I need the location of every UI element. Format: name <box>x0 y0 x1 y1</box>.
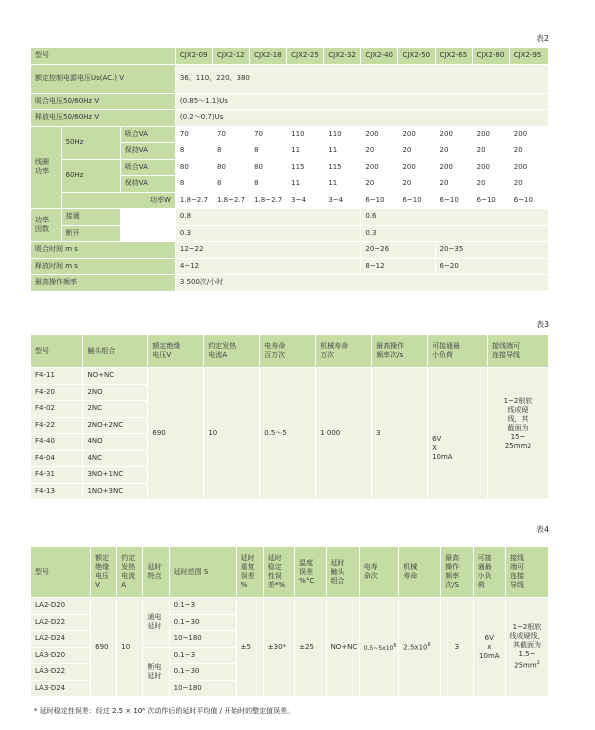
header-line: 延时范围 S <box>173 567 209 576</box>
model-cell: CJX2-25 <box>287 48 324 64</box>
release-time-b: 8~12 <box>361 258 435 275</box>
header-line: 电压V <box>152 351 172 359</box>
header-line: 操作 <box>445 563 460 571</box>
table2 <box>31 48 549 292</box>
feature-line: 延时 <box>147 622 162 631</box>
model-cell: CJX2-18 <box>250 48 287 64</box>
contact-cell: 2NO <box>83 384 148 401</box>
min-load-line: X <box>432 444 437 452</box>
model-cell: F4-13 <box>31 483 83 500</box>
t3-freq: 3 <box>372 368 428 500</box>
value-cell: 11 <box>324 143 361 160</box>
value-cell: 200 <box>398 126 435 143</box>
t4-header-wire <box>506 547 549 598</box>
value-cell: 200 <box>509 159 548 176</box>
wire-exp: 2 <box>536 660 540 667</box>
header-line: 约定发热 <box>208 342 237 350</box>
hold-va-label: 保持VA <box>120 143 175 160</box>
header-line: 重复 <box>240 563 255 571</box>
header-line: 电寿命 <box>264 342 286 350</box>
value-cell: 200 <box>472 126 509 143</box>
max-freq-value: 3 500次/小时 <box>175 275 548 292</box>
pull-va-label: 吸合VA <box>120 126 175 143</box>
value-cell: 20 <box>398 176 435 193</box>
t4-mech-life <box>399 598 441 697</box>
release-time-a: 4~12 <box>175 258 360 275</box>
model-cell: F4-04 <box>31 450 83 467</box>
header-line: 导线 <box>510 581 525 589</box>
header-line: 连接导线 <box>492 351 520 359</box>
wire-line: 1.5~ <box>518 650 536 659</box>
rated-voltage-row <box>31 64 549 93</box>
header-line: 稳定 <box>267 563 282 571</box>
value-cell: 3~4 <box>324 192 361 209</box>
rated-voltage-value: 36、110、220、380 <box>175 64 548 93</box>
pickup-voltage-label: 吸合电压50/60Hz V <box>31 93 175 110</box>
contact-cell: 2NC <box>83 401 148 418</box>
header-line: 特点 <box>147 572 162 580</box>
table3-caption: 表3 <box>536 320 550 329</box>
t4-temp-err: ±25 <box>295 598 326 697</box>
t3-mech-life: 1 000 <box>316 368 372 500</box>
header-line: 电流A <box>208 351 228 359</box>
header-line: 组合 <box>330 576 345 585</box>
table-row <box>31 368 549 385</box>
value-cell: 1.8~2.7 <box>212 192 249 209</box>
wire-line: 1~2根软 <box>503 396 533 405</box>
value-cell: 6~10 <box>509 192 548 209</box>
wire-line: 截面为 <box>507 423 529 432</box>
t4-header-model <box>31 547 91 598</box>
table4-caption: 表4 <box>536 525 550 534</box>
elec-life-exp: 6 <box>393 642 397 649</box>
header-line: 命次 <box>363 572 378 580</box>
wire-line: 线或硬线， <box>509 632 545 641</box>
header-line: A <box>121 581 127 589</box>
t4-contact: NO+NC <box>326 598 359 697</box>
pickup-time-b: 20~26 <box>361 242 435 259</box>
release-time-c: 6~20 <box>435 258 548 275</box>
model-cell: F4-11 <box>31 368 83 385</box>
t4-header-mech-life <box>399 547 441 598</box>
t3-wire <box>488 368 549 500</box>
value-cell: 110 <box>287 126 324 143</box>
pickup-time-a: 12~22 <box>175 242 360 259</box>
value-cell: 200 <box>361 126 398 143</box>
value-cell: 8 <box>212 176 249 193</box>
model-cell: F4-22 <box>31 417 83 434</box>
header-line: 可接 <box>477 554 492 562</box>
power-factor-label <box>31 209 61 242</box>
t3-header-voltage <box>148 335 204 368</box>
value-cell: 200 <box>472 159 509 176</box>
release-time-row <box>31 258 549 275</box>
pf-off-b: 0.3 <box>361 225 549 242</box>
range-cell: 0.1~3 <box>169 598 236 615</box>
header-line: 寿命 <box>403 572 418 580</box>
t4-voltage: 690 <box>91 598 117 697</box>
value-cell: 20 <box>435 143 472 160</box>
header-line: 小负 <box>477 572 492 580</box>
header-line: V <box>95 581 100 589</box>
pf-off-row <box>31 225 549 242</box>
header-line: 荷 <box>477 581 485 589</box>
header-line: 电流 <box>121 572 136 580</box>
header-line: 电压 <box>95 572 110 580</box>
header-line: 差*% <box>267 581 285 589</box>
range-cell: 0.1~30 <box>169 614 236 631</box>
contact-cell: 4NO <box>83 434 148 451</box>
value-cell: 70 <box>250 126 287 143</box>
hz60-label: 60Hz <box>61 159 120 192</box>
header-line: 频率次/s <box>376 351 404 359</box>
header-line: 型号 <box>35 567 49 576</box>
range-cell: 10~180 <box>169 680 236 697</box>
contact-cell: 4NC <box>83 450 148 467</box>
header-line: 额定绝缘 <box>152 342 181 350</box>
value-cell: 110 <box>324 126 361 143</box>
pickup-voltage-row <box>31 93 549 110</box>
wire-line: 2 <box>527 442 532 450</box>
model-cell: CJX2-95 <box>509 48 548 64</box>
value-cell: 115 <box>287 159 324 176</box>
value-cell: 11 <box>287 176 324 193</box>
range-cell: 0.1~30 <box>169 664 236 681</box>
contact-cell: 3NO+1NC <box>83 467 148 484</box>
on-label: 接通 <box>61 209 120 226</box>
table2-header-row <box>31 48 549 64</box>
value-cell: 11 <box>287 143 324 160</box>
header-line: %°C <box>299 576 315 585</box>
t3-header-mech-life <box>316 335 372 368</box>
model-cell: LA3-D24 <box>31 680 91 697</box>
t4-elec-life <box>359 598 399 697</box>
value-cell: 80 <box>175 159 212 176</box>
pickup-voltage-value: (0.85～1.1)Us <box>175 93 548 110</box>
header-line: 接线 <box>510 554 525 562</box>
model-cell: F4-02 <box>31 401 83 418</box>
t3-header-current <box>204 335 260 368</box>
t4-stab-err: ±30* <box>263 598 294 697</box>
contact-cell: 2NO+2NC <box>83 417 148 434</box>
model-cell: LA2-D24 <box>31 631 91 648</box>
t4-header-feature <box>143 547 169 598</box>
footnote: * 延时稳定性误差：经过 2.5 × 10⁶ 次动作后的延时平均值 / 开始时的整定值误差。 <box>34 707 295 715</box>
feature-line: 延时 <box>147 671 162 680</box>
mech-life-exp: 6 <box>427 642 431 649</box>
pf-label-line: 因数 <box>35 225 49 233</box>
coil-label-line: 功率 <box>35 167 49 176</box>
wire-line: 1~2根软 <box>512 623 542 632</box>
t3-header-wire <box>488 335 549 368</box>
header-line: 机械寿命 <box>320 342 349 350</box>
t4-header-repeat <box>236 547 263 598</box>
value-cell: 115 <box>324 159 361 176</box>
power-w-row <box>31 192 549 209</box>
header-line: 万次 <box>320 351 335 359</box>
header-line: % <box>240 581 248 589</box>
header-line: 延时 <box>147 563 162 571</box>
feature-line: 通电 <box>147 613 162 622</box>
header-line: 最高操作 <box>376 342 405 350</box>
pickup-time-c: 20~35 <box>435 242 548 259</box>
table3-header-row <box>31 335 549 368</box>
t4-wire <box>506 598 549 697</box>
pickup-time-label: 吸合时间 m s <box>31 242 175 259</box>
header-line: 性误 <box>267 572 282 580</box>
header-line: 发热 <box>121 563 136 571</box>
header-line: 约定 <box>121 554 136 562</box>
header-line: 接线端可 <box>492 342 520 350</box>
min-load-line: 6V <box>432 435 442 443</box>
header-line: 延时 <box>267 554 282 562</box>
value-cell: 6~10 <box>435 192 472 209</box>
feature-line: 断电 <box>147 662 162 671</box>
value-cell: 200 <box>398 159 435 176</box>
table-row <box>31 598 549 615</box>
value-cell: 20 <box>398 143 435 160</box>
value-cell: 80 <box>212 159 249 176</box>
t3-header-freq <box>372 335 428 368</box>
header-line: 误差 <box>299 567 314 576</box>
rated-voltage-label: 额定控制电源电压Us(AC.) V <box>31 64 175 93</box>
power-w-label: 功率W <box>61 192 175 209</box>
min-load-line: 6V <box>484 633 494 642</box>
model-cell: CJX2-32 <box>324 48 361 64</box>
pf-label-line: 功率 <box>35 216 49 224</box>
model-cell: LA3-D20 <box>31 647 91 664</box>
header-line: 电寿 <box>363 563 378 571</box>
model-cell: LA3-D22 <box>31 664 91 681</box>
t3-header-min-load <box>428 335 488 368</box>
contact-cell: 1NO+3NC <box>83 483 148 500</box>
value-cell: 80 <box>250 159 287 176</box>
value-cell: 20 <box>509 176 548 193</box>
t3-voltage: 690 <box>148 368 204 500</box>
t3-header-contacts <box>83 335 148 368</box>
header-line: 延时 <box>240 554 255 562</box>
model-cell: LA2-D22 <box>31 614 91 631</box>
model-cell: LA2-D20 <box>31 598 91 615</box>
t4-header-stability <box>263 547 294 598</box>
table4-header-row <box>31 547 549 598</box>
pf-on-a: 0.8 <box>175 209 360 226</box>
wire-line: 线或硬 <box>507 405 529 414</box>
model-cell: F4-40 <box>31 434 83 451</box>
header-line: 可接通最 <box>432 342 461 350</box>
model-cell: CJX2-65 <box>435 48 472 64</box>
value-cell: 200 <box>361 159 398 176</box>
header-line: 连接 <box>510 572 525 580</box>
header-line: 额定 <box>95 554 110 562</box>
release-voltage-row <box>31 110 549 127</box>
value-cell: 70 <box>212 126 249 143</box>
max-freq-row <box>31 275 549 292</box>
coil-50-pull-row <box>31 126 549 143</box>
t4-header-contact <box>326 547 359 598</box>
elec-life-text: 0.5~5x10 <box>363 644 394 652</box>
header-line: 触头 <box>330 567 345 576</box>
t4-header-current <box>117 547 143 598</box>
model-cell: CJX2-50 <box>398 48 435 64</box>
model-cell: F4-31 <box>31 467 83 484</box>
value-cell: 8 <box>175 143 212 160</box>
pf-on-row <box>31 209 549 226</box>
value-cell: 200 <box>435 126 472 143</box>
header-line: 频率 <box>445 572 460 580</box>
value-cell: 20 <box>509 143 548 160</box>
header-line: 温度 <box>299 558 314 567</box>
header-line: 误差 <box>240 572 255 580</box>
wire-line: 线，其 <box>507 414 529 423</box>
header-line: 通最 <box>477 563 492 571</box>
t4-header-temp <box>295 547 326 598</box>
header-line: 次/S <box>445 581 459 589</box>
wire-line: 25mm <box>504 441 528 450</box>
value-cell: 20 <box>435 176 472 193</box>
header-line: 端可 <box>510 563 525 571</box>
header-line: 最高 <box>445 554 460 562</box>
value-cell: 1.8~2.7 <box>175 192 212 209</box>
contact-cell: NO+NC <box>83 368 148 385</box>
coil-60-pull-row <box>31 159 549 176</box>
value-cell: 6~10 <box>398 192 435 209</box>
header-line: 百万次 <box>264 351 286 359</box>
value-cell: 8 <box>250 176 287 193</box>
model-cell: CJX2-40 <box>361 48 398 64</box>
table4 <box>31 547 549 697</box>
hz50-label: 50Hz <box>61 126 120 159</box>
header-line: 机械 <box>403 563 418 571</box>
t4-header-freq <box>441 547 473 598</box>
value-cell: 200 <box>509 126 548 143</box>
header-line: 延时 <box>330 558 345 567</box>
wire-line: 15~ <box>510 432 526 441</box>
wire-line: 25mm <box>514 661 537 670</box>
t4-feature-off <box>143 647 169 697</box>
value-cell: 8 <box>175 176 212 193</box>
min-load-line: 10mA <box>432 453 453 461</box>
release-time-label: 释放时间 m s <box>31 258 175 275</box>
table3 <box>31 335 549 500</box>
header-line: 触头组合 <box>87 346 116 355</box>
min-load-line: 10mA <box>479 651 500 660</box>
value-cell: 20 <box>472 176 509 193</box>
value-cell: 8 <box>212 143 249 160</box>
max-freq-label: 最高操作频率 <box>31 275 175 292</box>
t4-header-range <box>169 547 236 598</box>
header-line: 型号 <box>35 346 49 355</box>
t4-feature-on <box>143 598 169 648</box>
t4-repeat-err: ±5 <box>236 598 263 697</box>
t3-min-load <box>428 368 488 500</box>
value-cell: 6~10 <box>472 192 509 209</box>
t4-freq: 3 <box>441 598 473 697</box>
value-cell: 11 <box>324 176 361 193</box>
t3-header-model <box>31 335 83 368</box>
release-voltage-value: (0.2～0.7)Us <box>175 110 548 127</box>
range-cell: 0.1~3 <box>169 647 236 664</box>
pf-off-a: 0.3 <box>175 225 360 242</box>
model-cell: CJX2-80 <box>472 48 509 64</box>
value-cell: 3~4 <box>287 192 324 209</box>
pf-on-b: 0.6 <box>361 209 549 226</box>
min-load-line: x <box>487 642 492 651</box>
header-line: 小负荷 <box>432 351 454 359</box>
model-label: 型号 <box>31 48 175 64</box>
value-cell: 1.8~2.7 <box>250 192 287 209</box>
t4-header-elec-life <box>359 547 399 598</box>
coil-label-line: 线圈 <box>35 158 49 167</box>
value-cell: 70 <box>175 126 212 143</box>
t4-current: 10 <box>117 598 143 697</box>
value-cell: 8 <box>250 143 287 160</box>
off-label: 断开 <box>61 225 120 242</box>
release-voltage-label: 释放电压50/60Hz V <box>31 110 175 127</box>
t3-header-elec-life <box>260 335 316 368</box>
pickup-time-row <box>31 242 549 259</box>
t3-elec-life: 0.5～5 <box>260 368 316 500</box>
mech-life-text: 2.5x10 <box>403 643 428 652</box>
table2-caption: 表2 <box>536 34 550 43</box>
coil-power-label <box>31 126 61 209</box>
model-cell: CJX2-09 <box>175 48 212 64</box>
header-line: 绝缘 <box>95 563 110 571</box>
model-cell: F4-20 <box>31 384 83 401</box>
t4-header-min-load <box>473 547 505 598</box>
wire-line: 其截面为 <box>513 641 541 650</box>
range-cell: 10~180 <box>169 631 236 648</box>
t3-current: 10 <box>204 368 260 500</box>
value-cell: 20 <box>361 176 398 193</box>
value-cell: 6~10 <box>361 192 398 209</box>
value-cell: 20 <box>472 143 509 160</box>
pull-va-label: 吸合VA <box>120 159 175 176</box>
t4-min-load <box>473 598 505 697</box>
hold-va-label: 保持VA <box>120 176 175 193</box>
value-cell: 200 <box>435 159 472 176</box>
t4-header-voltage <box>91 547 117 598</box>
value-cell: 20 <box>361 143 398 160</box>
model-cell: CJX2-12 <box>212 48 249 64</box>
